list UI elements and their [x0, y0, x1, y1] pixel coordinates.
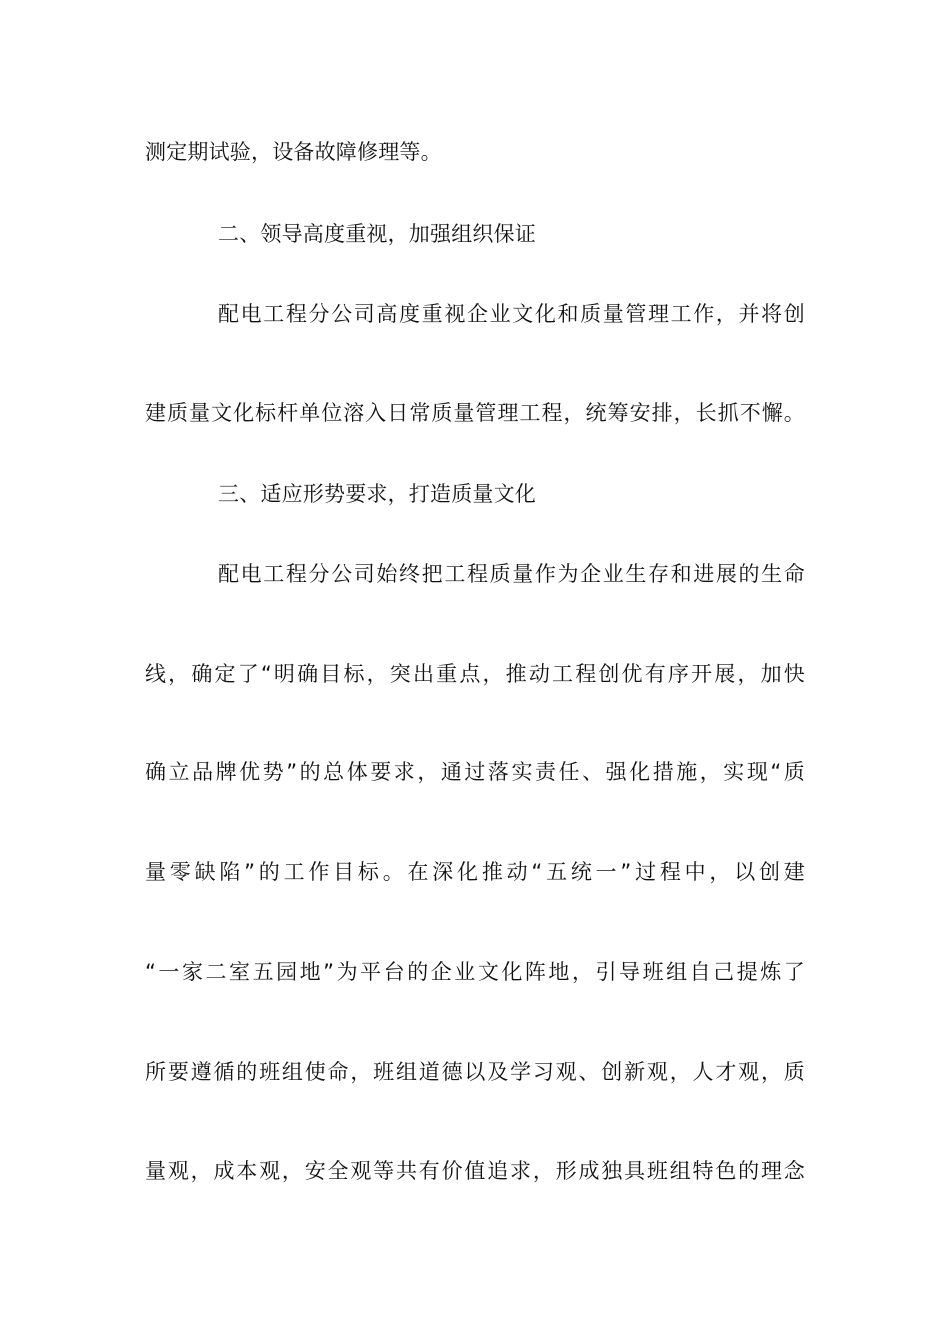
paragraph-line: 配电工程分公司始终把工程质量作为企业生存和进展的生命: [218, 562, 805, 586]
section-heading-3: 三、适应形势要求，打造质量文化: [218, 482, 536, 506]
paragraph-line: 建质量文化标杆单位溶入日常质量管理工程，统筹安排，长抓不懈。: [145, 401, 805, 425]
paragraph-line: 所要遵循的班组使命，班组道德以及学习观、创新观，人才观，质: [145, 1060, 805, 1084]
paragraph-line: 量零缺陷”的工作目标。在深化推动“五统一”过程中，以创建: [145, 860, 805, 884]
paragraph-line: 确立品牌优势”的总体要求，通过落实责任、强化措施，实现“质: [145, 760, 805, 784]
section-heading-2: 二、领导高度重视，加强组织保证: [218, 222, 536, 246]
paragraph-line: 线，确定了“明确目标，突出重点，推动工程创优有序开展，加快: [145, 662, 805, 686]
paragraph-line: 测定期试验，设备故障修理等。: [145, 140, 442, 164]
paragraph-line: 量观，成本观，安全观等共有价值追求，形成独具班组特色的理念: [145, 1159, 805, 1183]
paragraph-line: 配电工程分公司高度重视企业文化和质量管理工作，并将创: [218, 302, 805, 326]
paragraph-line: “一家二室五园地”为平台的企业文化阵地，引导班组自己提炼了: [145, 960, 805, 984]
